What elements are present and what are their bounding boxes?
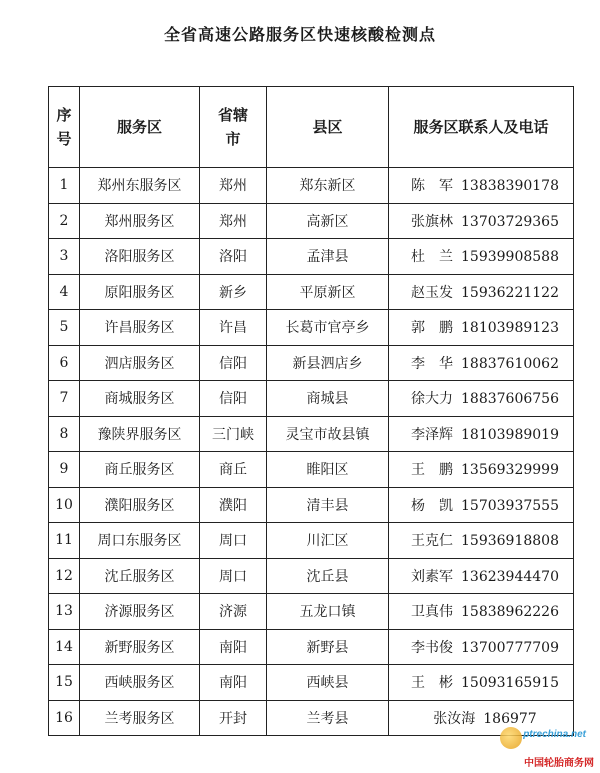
cell-county: 兰考县 [267, 700, 389, 736]
table-row [49, 203, 574, 239]
cell-area: 西峡服务区 [80, 665, 200, 701]
cell-contact [389, 239, 574, 275]
cell-county: 沈丘县 [267, 558, 389, 594]
cell-county: 郑东新区 [267, 168, 389, 204]
cell-city: 济源 [200, 594, 267, 630]
contact-name: 张旗林 [411, 213, 453, 230]
watermark-logo: ptrechina.net [523, 729, 586, 740]
cell-no: 5 [49, 310, 80, 346]
cell-area: 濮阳服务区 [80, 487, 200, 523]
cell-no: 10 [49, 487, 80, 523]
contact-phone: 186977 [483, 710, 537, 727]
table-row [49, 487, 574, 523]
cell-contact [389, 345, 574, 381]
cell-city: 周口 [200, 523, 267, 559]
contact-phone: 13623944470 [461, 568, 559, 585]
cell-contact [389, 274, 574, 310]
contact-phone: 18103989123 [461, 320, 559, 337]
cell-area: 郑州服务区 [80, 203, 200, 239]
cell-no: 12 [49, 558, 80, 594]
table-row [49, 452, 574, 488]
cell-city: 信阳 [200, 381, 267, 417]
cell-no: 11 [49, 523, 80, 559]
header-city: 省辖 市 [200, 87, 267, 168]
cell-county: 商城县 [267, 381, 389, 417]
cell-contact [389, 487, 574, 523]
cell-area: 豫陕界服务区 [80, 416, 200, 452]
table-row [49, 381, 574, 417]
contact-phone: 13838390178 [461, 178, 559, 195]
contact-name: 徐大力 [411, 391, 453, 408]
header-contact: 服务区联系人及电话 [389, 87, 574, 168]
cell-city: 南阳 [200, 629, 267, 665]
contact-name: 李书俊 [411, 639, 453, 656]
contact-name: 张汝海 [433, 710, 476, 727]
cell-no: 6 [49, 345, 80, 381]
cell-county: 长葛市官亭乡 [267, 310, 389, 346]
cell-city: 许昌 [200, 310, 267, 346]
contact-phone: 13569329999 [461, 462, 559, 479]
contact-phone: 18103989019 [461, 426, 559, 443]
table-row [49, 523, 574, 559]
cell-county: 睢阳区 [267, 452, 389, 488]
cell-contact [389, 594, 574, 630]
cell-county: 五龙口镇 [267, 594, 389, 630]
watermark-text: 中国轮胎商务网 [524, 758, 594, 769]
cell-county: 清丰县 [267, 487, 389, 523]
contact-phone: 13700777709 [461, 639, 559, 656]
table-row [49, 168, 574, 204]
table-row [49, 416, 574, 452]
table-row [49, 594, 574, 630]
contact-phone: 15936918808 [461, 533, 559, 550]
cell-area: 郑州东服务区 [80, 168, 200, 204]
document-title: 全省高速公路服务区快速核酸检测点 [163, 25, 436, 44]
cell-contact [389, 168, 574, 204]
cell-county: 平原新区 [267, 274, 389, 310]
cell-city: 濮阳 [200, 487, 267, 523]
cell-area: 济源服务区 [80, 594, 200, 630]
cell-county: 新野县 [267, 629, 389, 665]
test-site-table [48, 86, 574, 736]
contact-phone: 13703729365 [461, 213, 559, 230]
cell-no: 7 [49, 381, 80, 417]
cell-no: 16 [49, 700, 80, 736]
cell-area: 周口东服务区 [80, 523, 200, 559]
header-area: 服务区 [80, 87, 200, 168]
cell-contact [389, 310, 574, 346]
contact-phone: 18837606756 [461, 391, 559, 408]
contact-name: 李泽辉 [411, 426, 453, 443]
contact-phone: 15936221122 [461, 284, 559, 301]
table-row [49, 310, 574, 346]
contact-name: 赵玉发 [411, 284, 453, 301]
table-row [49, 345, 574, 381]
cell-city: 洛阳 [200, 239, 267, 275]
cell-area: 沈丘服务区 [80, 558, 200, 594]
cell-contact [389, 203, 574, 239]
contact-name: 王克仁 [411, 533, 453, 550]
table-row [49, 558, 574, 594]
table-row [49, 700, 574, 736]
cell-no: 4 [49, 274, 80, 310]
cell-area: 商城服务区 [80, 381, 200, 417]
cell-area: 商丘服务区 [80, 452, 200, 488]
cell-city: 商丘 [200, 452, 267, 488]
cell-no: 14 [49, 629, 80, 665]
cell-city: 周口 [200, 558, 267, 594]
cell-no: 13 [49, 594, 80, 630]
contact-name: 王 彬 [411, 675, 453, 692]
cell-area: 洛阳服务区 [80, 239, 200, 275]
cell-contact [389, 558, 574, 594]
table-row [49, 665, 574, 701]
header-no: 序 号 [49, 87, 80, 168]
table-row [49, 274, 574, 310]
cell-contact [389, 523, 574, 559]
cell-contact [389, 381, 574, 417]
contact-phone: 15093165915 [461, 675, 559, 692]
contact-phone: 18837610062 [461, 355, 559, 372]
cell-city: 信阳 [200, 345, 267, 381]
cell-no: 8 [49, 416, 80, 452]
contact-name: 刘素军 [411, 568, 453, 585]
cell-area: 新野服务区 [80, 629, 200, 665]
cell-area: 许昌服务区 [80, 310, 200, 346]
cell-county: 灵宝市故县镇 [267, 416, 389, 452]
cell-county: 川汇区 [267, 523, 389, 559]
tire-logo-icon [500, 727, 522, 749]
cell-no: 3 [49, 239, 80, 275]
cell-contact [389, 665, 574, 701]
cell-no: 2 [49, 203, 80, 239]
table-row [49, 239, 574, 275]
header-county: 县区 [267, 87, 389, 168]
cell-city: 开封 [200, 700, 267, 736]
cell-area: 泗店服务区 [80, 345, 200, 381]
contact-phone: 15939908588 [461, 249, 559, 266]
contact-phone: 15838962226 [461, 604, 559, 621]
cell-city: 新乡 [200, 274, 267, 310]
contact-name: 杜 兰 [411, 249, 453, 266]
cell-city: 三门峡 [200, 416, 267, 452]
cell-county: 新县泗店乡 [267, 345, 389, 381]
contact-name: 郭 鹏 [411, 320, 453, 337]
contact-name: 李 华 [411, 355, 453, 372]
contact-name: 陈 军 [411, 178, 453, 195]
cell-city: 郑州 [200, 203, 267, 239]
cell-contact [389, 629, 574, 665]
contact-phone: 15703937555 [461, 497, 559, 514]
cell-no: 15 [49, 665, 80, 701]
cell-contact [389, 416, 574, 452]
cell-area: 兰考服务区 [80, 700, 200, 736]
cell-no: 1 [49, 168, 80, 204]
contact-name: 卫真伟 [411, 604, 453, 621]
watermark [498, 727, 594, 769]
cell-county: 西峡县 [267, 665, 389, 701]
cell-county: 高新区 [267, 203, 389, 239]
table-row [49, 629, 574, 665]
cell-city: 郑州 [200, 168, 267, 204]
cell-county: 孟津县 [267, 239, 389, 275]
cell-area: 原阳服务区 [80, 274, 200, 310]
contact-name: 王 鹏 [411, 462, 453, 479]
contact-name: 杨 凯 [411, 497, 453, 514]
cell-no: 9 [49, 452, 80, 488]
cell-city: 南阳 [200, 665, 267, 701]
cell-contact [389, 452, 574, 488]
header-row [49, 87, 574, 168]
